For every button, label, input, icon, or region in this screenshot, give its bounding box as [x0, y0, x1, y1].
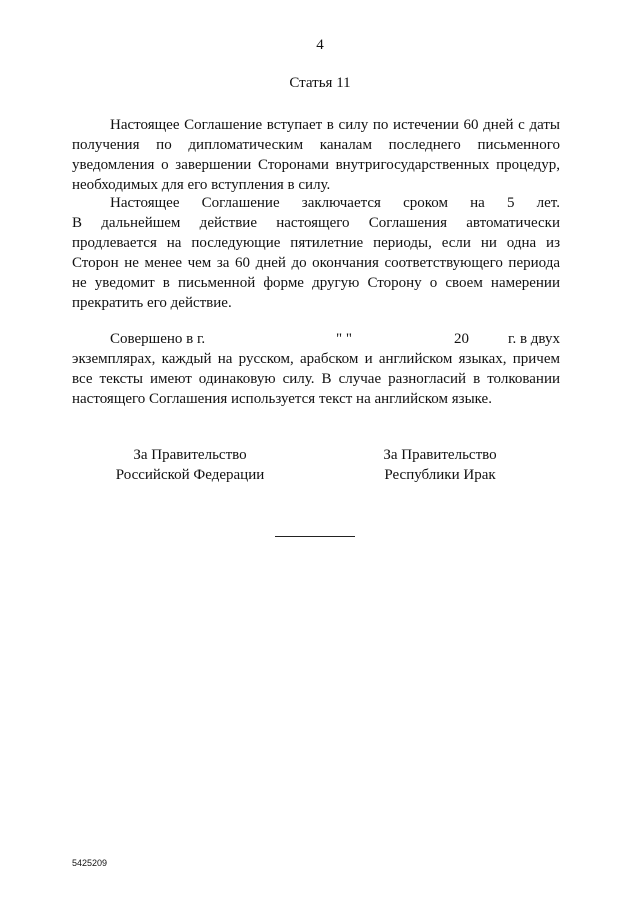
text-line: В дальнейшем действие настоящего Соглашения автоматически: [72, 215, 560, 231]
text-line: получения по дипломатическим каналам последнего письменного: [72, 137, 560, 153]
text-line: не уведомит в письменной форме другую Сторону о своем намерении: [72, 275, 560, 291]
text-line: Настоящее Соглашение вступает в силу по истечении 60 дней с даты: [110, 117, 560, 133]
paragraph-entry-into-force: [72, 115, 560, 195]
copies-label: г. в двух: [508, 331, 560, 347]
text-line: настоящего Соглашения используется текст на английском языке.: [72, 391, 492, 407]
end-rule: [275, 536, 355, 537]
date-quotes: " ": [336, 331, 352, 347]
signature-line: За Правительство: [383, 447, 497, 463]
paragraph-term: [72, 193, 560, 313]
page-number: 4: [316, 37, 324, 53]
signature-block-russia: [100, 445, 280, 485]
text-line: прекратить его действие.: [72, 295, 232, 311]
paragraph-done-at: [72, 329, 560, 409]
text-line: Сторон не менее чем за 60 дней до окончания соответствующего периода: [72, 255, 560, 271]
text-line: Настоящее Соглашение заключается сроком на 5 лет.: [110, 195, 560, 211]
signature-block-iraq: [360, 445, 520, 485]
text-line-with-blanks: [72, 329, 560, 349]
signature-line: Республики Ирак: [384, 467, 496, 483]
done-at-label: Совершено в г.: [110, 331, 206, 347]
text-line: необходимых для его вступления в силу.: [72, 177, 331, 193]
year-prefix: 20: [454, 331, 469, 347]
text-line: уведомления о завершении Сторонами внутригосударственных процедур,: [72, 157, 560, 173]
signature-line: Российской Федерации: [115, 467, 265, 483]
text-line: продлевается на последующие пятилетние периоды, если ни одна из: [72, 235, 560, 251]
text-line: экземплярах, каждый на русском, арабском и английском языках, причем: [72, 351, 560, 367]
text-line: все тексты имеют одинаковую силу. В случае разногласий в толковании: [72, 371, 560, 387]
document-code: 5425209: [72, 858, 108, 868]
article-title: Статья 11: [289, 75, 351, 91]
signature-line: За Правительство: [133, 447, 247, 463]
